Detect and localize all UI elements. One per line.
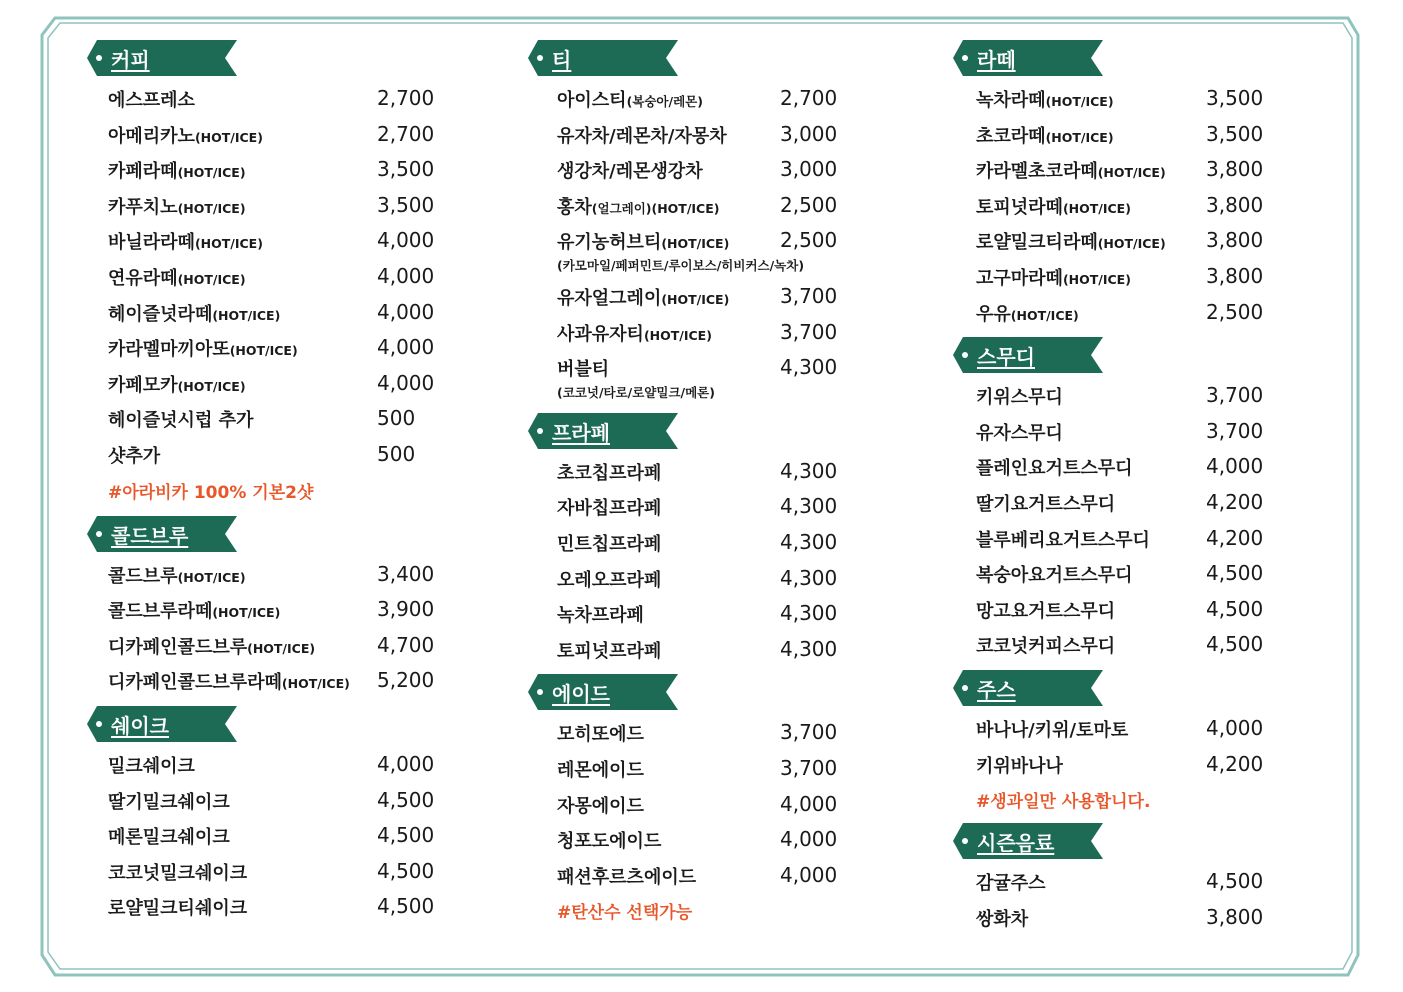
item-name-text: 바나나/키위/토마토	[976, 719, 1129, 741]
item-name-text: 헤이즐넛라떼	[108, 303, 213, 325]
item-price: 3,800	[1206, 157, 1264, 182]
item-name-text: 모히또에드	[557, 724, 644, 746]
item-name-text: 녹차프라페	[557, 605, 644, 627]
section-note	[953, 783, 1151, 817]
item-name	[557, 720, 644, 746]
item-name	[557, 792, 644, 818]
item-name	[108, 442, 160, 468]
item-name	[976, 752, 1063, 778]
item-subnote	[528, 381, 715, 407]
item-price: 3,700	[1206, 383, 1264, 408]
item-price: 5,200	[377, 668, 435, 693]
item-name	[108, 562, 246, 588]
item-name-text: 토피넛라떼	[976, 196, 1063, 218]
menu-item	[953, 557, 1264, 593]
menu-item	[953, 260, 1264, 296]
item-option: (HOT/ICE)	[1045, 129, 1114, 145]
item-name-text: 헤이즐넛시럽 추가	[108, 410, 254, 432]
item-subnote	[528, 254, 805, 280]
item-name-text: 오레오프라페	[557, 569, 662, 591]
item-name	[976, 419, 1063, 445]
item-price: 4,000	[377, 263, 435, 288]
menu-item	[87, 664, 435, 700]
item-name-text: 망고요거트스무디	[976, 600, 1116, 622]
item-name	[108, 300, 280, 326]
section-title: 에이드	[552, 682, 610, 707]
item-price: 4,500	[377, 787, 435, 812]
item-price: 4,300	[780, 601, 838, 626]
item-price: 3,000	[780, 157, 838, 182]
item-name-text: 연유라떼	[108, 267, 178, 289]
item-price: 4,500	[377, 823, 435, 848]
item-name-text: 코코넛밀크쉐이크	[108, 862, 248, 884]
menu-item	[528, 118, 838, 154]
item-price: 4,300	[780, 458, 838, 483]
menu-item	[87, 819, 435, 855]
menu-item	[87, 438, 416, 474]
item-price: 4,500	[377, 858, 435, 883]
item-price: 3,700	[780, 755, 838, 780]
item-name	[976, 383, 1063, 409]
menu-item	[528, 455, 838, 491]
item-option: (HOT/ICE)	[212, 605, 281, 621]
item-option: (HOT/ICE)	[177, 165, 246, 181]
item-name-text: 콜드브루라떼	[108, 601, 213, 623]
section-title: 시즌음료	[977, 831, 1055, 856]
item-price: 2,700	[780, 86, 838, 110]
menu-item	[528, 490, 838, 526]
item-option: (HOT/ICE)	[1045, 94, 1114, 109]
menu-item	[87, 402, 416, 438]
item-name	[976, 264, 1131, 290]
menu-column-right	[953, 40, 1264, 936]
section-title: 티	[552, 48, 572, 72]
menu-item	[528, 859, 838, 895]
menu-section	[87, 706, 435, 926]
item-name-text: 키위스무디	[976, 387, 1063, 409]
menu-item	[953, 865, 1264, 901]
section-note	[528, 894, 693, 928]
item-name	[976, 122, 1114, 148]
item-name-text: 로얄밀크티쉐이크	[108, 898, 248, 920]
menu-item	[87, 331, 435, 367]
item-price: 2,500	[780, 192, 838, 217]
section-banner	[953, 823, 1101, 859]
menu-item	[528, 316, 838, 352]
menu-section	[528, 674, 838, 928]
section-banner	[528, 413, 676, 449]
item-name	[557, 459, 661, 485]
item-name	[108, 264, 246, 290]
menu-item	[953, 118, 1264, 154]
section-banner	[953, 670, 1101, 706]
menu-item	[953, 82, 1264, 118]
item-price: 4,000	[780, 827, 838, 852]
item-name-text: 에스프레소	[108, 90, 195, 111]
menu-section	[528, 413, 838, 669]
item-price: 3,500	[377, 157, 435, 182]
item-option: (HOT/ICE)	[194, 236, 263, 252]
item-price: 4,700	[377, 632, 435, 657]
item-name-text: 복숭아요거트스무디	[976, 565, 1133, 587]
menu-item	[528, 597, 838, 633]
item-price: 4,500	[377, 894, 435, 919]
item-name	[557, 122, 727, 148]
menu-item	[87, 189, 435, 225]
item-name-text: 콜드브루	[108, 565, 178, 587]
item-name	[557, 355, 609, 381]
section-title: 스무디	[977, 345, 1035, 370]
menu-item	[953, 901, 1264, 937]
item-name-text: 토피넛프라페	[557, 640, 662, 662]
item-name-text: 카페모카	[108, 374, 178, 396]
menu-item	[87, 593, 435, 629]
item-name-text: 초코칩프라페	[557, 462, 662, 484]
item-name	[108, 335, 298, 361]
item-option: (HOT/ICE)	[229, 343, 298, 359]
item-price: 4,500	[1206, 869, 1264, 894]
item-name-text: 코코넛커피스무디	[976, 636, 1116, 658]
item-name	[108, 122, 263, 148]
item-price: 4,000	[780, 862, 838, 887]
menu-item	[528, 280, 838, 316]
item-price: 3,800	[1206, 904, 1264, 929]
section-title: 쉐이크	[111, 713, 169, 738]
menu-section	[953, 337, 1264, 664]
item-name-text: 디카페인콜드브루라떼	[108, 672, 282, 694]
item-option: (얼그레이)(HOT/ICE)	[591, 200, 720, 216]
item-price: 3,700	[780, 283, 838, 308]
item-price: 4,000	[1206, 454, 1264, 479]
item-name	[976, 157, 1166, 183]
item-name	[557, 494, 661, 520]
item-price: 3,700	[780, 720, 838, 745]
menu-item	[528, 526, 838, 562]
item-name-text: 버블티	[557, 359, 610, 381]
menu-item	[953, 450, 1264, 486]
item-option: (HOT/ICE)	[1097, 165, 1166, 181]
item-option: (HOT/ICE)	[661, 291, 730, 307]
item-name-text: 감귤주스	[976, 873, 1046, 895]
item-price: 4,300	[780, 355, 838, 380]
item-price: 3,900	[377, 597, 435, 622]
menu-item	[953, 224, 1264, 260]
menu-section	[528, 40, 838, 407]
menu-item	[87, 784, 435, 820]
item-name	[557, 566, 661, 592]
item-price: 4,300	[780, 565, 838, 590]
item-price: 4,300	[780, 494, 838, 519]
menu-item	[528, 788, 838, 824]
item-price: 4,000	[1206, 715, 1264, 740]
menu-item	[528, 153, 838, 189]
item-name	[976, 561, 1133, 587]
item-name	[557, 756, 644, 782]
menu-item	[87, 629, 435, 665]
item-price: 3,700	[1206, 418, 1264, 443]
item-name-text: 녹차라떼	[976, 90, 1046, 111]
menu-item	[87, 855, 435, 891]
section-note-text: #탄산수 선택가능	[557, 903, 693, 924]
section-title: 라떼	[977, 48, 1016, 72]
item-price: 3,800	[1206, 263, 1264, 288]
item-name	[108, 859, 247, 885]
item-price: 2,700	[377, 121, 435, 146]
item-option: (HOT/ICE)	[247, 640, 316, 656]
item-name	[108, 823, 230, 849]
item-name	[108, 193, 246, 219]
menu-item	[87, 224, 435, 260]
item-price: 2,700	[377, 86, 435, 110]
menu-item	[953, 153, 1264, 189]
item-name-text: 유자얼그레이	[557, 287, 662, 309]
item-option: (HOT/ICE)	[1062, 271, 1131, 287]
menu-item	[87, 260, 435, 296]
section-banner	[953, 40, 1101, 76]
item-name	[557, 637, 661, 663]
item-option: (HOT/ICE)	[194, 129, 263, 145]
item-name-text: 딸기밀크쉐이크	[108, 791, 230, 813]
menu-item	[87, 558, 435, 594]
section-note-text: #아라비카 100% 기본2샷	[108, 482, 314, 503]
item-name-text: 키위바나나	[976, 755, 1063, 777]
item-name	[557, 827, 661, 853]
menu-item	[528, 189, 838, 225]
menu-column-middle	[528, 40, 838, 928]
menu-item	[953, 486, 1264, 522]
item-price: 4,500	[1206, 561, 1264, 586]
menu-item	[528, 823, 838, 859]
menu-item	[528, 82, 838, 118]
item-option: (HOT/ICE)	[177, 569, 246, 585]
item-name-text: 카푸치노	[108, 196, 178, 218]
item-price: 3,500	[377, 192, 435, 217]
section-note	[87, 474, 314, 508]
item-name-text: 우유	[976, 303, 1011, 325]
item-option: (HOT/ICE)	[661, 236, 730, 252]
section-banner	[528, 674, 676, 710]
item-price: 4,000	[377, 228, 435, 253]
menu-item	[87, 153, 435, 189]
item-option: (HOT/ICE)	[281, 676, 350, 692]
item-name-text: 유자차/레몬차/자몽차	[557, 125, 727, 147]
menu-item	[953, 628, 1264, 664]
item-price: 3,500	[1206, 86, 1264, 110]
menu-item	[87, 118, 435, 154]
item-name	[976, 454, 1133, 480]
item-option: (복숭아/레몬)	[626, 94, 703, 109]
item-name	[976, 193, 1131, 219]
item-name-text: 민트칩프라페	[557, 533, 662, 555]
section-title: 주스	[977, 677, 1016, 702]
item-name	[976, 526, 1150, 552]
item-subnote-text: (카모마일/페퍼민트/루이보스/히비커스/녹차)	[557, 257, 805, 273]
item-price: 4,500	[1206, 596, 1264, 621]
item-name-text: 메론밀크쉐이크	[108, 827, 230, 849]
item-name	[976, 86, 1114, 112]
menu-section	[953, 823, 1264, 936]
item-price: 2,500	[1206, 299, 1264, 324]
menu-item	[528, 633, 838, 669]
item-name-text: 밀크쉐이크	[108, 755, 195, 777]
item-name	[108, 633, 315, 659]
menu-item	[953, 189, 1264, 225]
menu-item	[87, 296, 435, 332]
item-price: 500	[377, 406, 416, 431]
item-price: 4,000	[377, 751, 435, 776]
item-name	[976, 300, 1079, 326]
item-price: 4,000	[377, 370, 435, 395]
item-price: 4,200	[1206, 489, 1264, 514]
item-name	[976, 869, 1046, 895]
item-price: 3,500	[1206, 121, 1264, 146]
item-price: 500	[377, 441, 416, 466]
item-name-text: 샷추가	[108, 445, 161, 467]
item-name-text: 바닐라라떼	[108, 232, 195, 254]
item-name-text: 딸기요거트스무디	[976, 493, 1116, 515]
item-name	[108, 788, 230, 814]
menu-item	[528, 716, 838, 752]
menu-item	[953, 296, 1264, 332]
item-price: 3,700	[780, 319, 838, 344]
item-option: (HOT/ICE)	[1097, 236, 1166, 252]
item-name	[557, 320, 712, 346]
item-name-text: 쌍화차	[976, 908, 1029, 930]
menu-item	[953, 522, 1264, 558]
item-name-text: 자몽에이드	[557, 795, 644, 817]
item-option: (HOT/ICE)	[1010, 307, 1079, 323]
item-option: (HOT/ICE)	[177, 271, 246, 287]
item-price: 4,300	[780, 636, 838, 661]
section-banner	[87, 516, 235, 552]
menu-section	[87, 40, 435, 508]
item-name	[557, 193, 719, 219]
item-name-text: 초코라떼	[976, 125, 1046, 147]
menu-item	[87, 82, 435, 118]
item-name	[557, 228, 729, 254]
item-name-text: 아이스티	[557, 90, 627, 111]
item-name	[557, 284, 729, 310]
item-name-text: 카라멜초코라떼	[976, 161, 1098, 183]
item-price: 3,800	[1206, 192, 1264, 217]
item-subnote-text: (코코넛/타로/로얄밀크/메론)	[557, 384, 715, 400]
section-banner	[87, 40, 235, 76]
item-price: 4,500	[1206, 632, 1264, 657]
item-name-text: 로얄밀크티라떼	[976, 232, 1098, 254]
item-name-text: 블루베리요거트스무디	[976, 529, 1150, 551]
item-name	[108, 371, 246, 397]
section-banner	[87, 706, 235, 742]
item-price: 4,300	[780, 529, 838, 554]
item-name-text: 유자스무디	[976, 422, 1063, 444]
item-name	[108, 752, 195, 778]
item-name	[108, 157, 246, 183]
item-name-text: 자바칩프라페	[557, 498, 662, 520]
item-option: (HOT/ICE)	[212, 307, 281, 323]
item-name-text: 홍차	[557, 196, 592, 218]
menu-section	[953, 40, 1264, 331]
item-name	[108, 597, 280, 623]
item-price: 4,200	[1206, 751, 1264, 776]
menu-item	[953, 379, 1264, 415]
menu-item	[953, 712, 1264, 748]
menu-item	[87, 890, 435, 926]
menu-item	[87, 748, 435, 784]
item-name-text: 카페라떼	[108, 161, 178, 183]
item-name	[108, 86, 195, 112]
item-option: (HOT/ICE)	[1062, 200, 1131, 216]
item-name	[976, 490, 1115, 516]
menu-item	[953, 415, 1264, 451]
section-banner	[953, 337, 1101, 373]
item-name-text: 청포도에이드	[557, 831, 662, 853]
item-name	[557, 863, 696, 889]
menu-item	[528, 562, 838, 598]
item-name-text: 디카페인콜드브루	[108, 636, 248, 658]
item-name	[976, 905, 1028, 931]
item-name	[976, 632, 1115, 658]
item-name-text: 패션후르츠에이드	[557, 866, 697, 888]
section-note-text: #생과일만 사용합니다.	[976, 792, 1151, 813]
menu-item	[953, 593, 1264, 629]
item-name	[108, 894, 247, 920]
item-option: (HOT/ICE)	[177, 200, 246, 216]
menu-item	[953, 748, 1264, 784]
menu-section	[87, 516, 435, 700]
menu-item	[528, 752, 838, 788]
section-title: 커피	[111, 48, 150, 72]
item-name-text: 플레인요거트스무디	[976, 458, 1133, 480]
item-option: (HOT/ICE)	[643, 327, 712, 343]
section-banner	[528, 40, 676, 76]
item-name-text: 레몬에이드	[557, 759, 644, 781]
item-price: 3,400	[377, 561, 435, 586]
item-name-text: 생강차/레몬생강차	[557, 161, 703, 183]
item-name-text: 아메리카노	[108, 125, 195, 147]
item-option: (HOT/ICE)	[177, 378, 246, 394]
item-name	[108, 406, 253, 432]
item-name-text: 유기농허브티	[557, 232, 662, 254]
item-price: 4,200	[1206, 525, 1264, 550]
section-title: 콜드브루	[111, 523, 189, 548]
item-name	[557, 157, 703, 183]
item-price: 4,000	[377, 335, 435, 360]
item-name	[108, 668, 350, 694]
menu-item	[87, 367, 435, 403]
menu-section	[953, 670, 1264, 817]
item-name-text: 카라멜마끼아또	[108, 339, 230, 361]
item-name	[976, 716, 1128, 742]
item-name	[976, 597, 1115, 623]
item-price: 4,000	[780, 791, 838, 816]
item-price: 3,800	[1206, 228, 1264, 253]
item-name-text: 고구마라떼	[976, 267, 1063, 289]
item-name-text: 사과유자티	[557, 323, 644, 345]
menu-column-left	[87, 40, 435, 926]
item-name	[108, 228, 263, 254]
item-name	[976, 228, 1166, 254]
item-price: 3,000	[780, 121, 838, 146]
item-name	[557, 601, 644, 627]
item-price: 2,500	[780, 228, 838, 253]
section-title: 프라페	[552, 420, 610, 445]
item-name	[557, 86, 703, 112]
item-price: 4,000	[377, 299, 435, 324]
item-name	[557, 530, 661, 556]
